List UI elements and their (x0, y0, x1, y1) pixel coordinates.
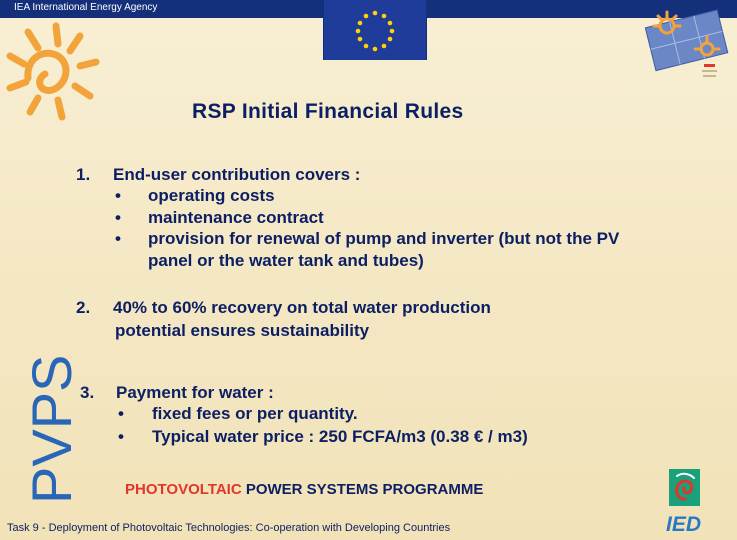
pvps-logo-graphic (642, 4, 732, 80)
item-1-number: 1. (76, 165, 91, 184)
pvps-logo-icon (642, 4, 732, 80)
item-1-text: End-user contribution covers : (113, 165, 361, 184)
eu-flag-icon (323, 0, 427, 60)
bullet-dot: • (118, 427, 124, 446)
pvps-text: PVPS (20, 354, 83, 504)
footer-task: Task 9 - Deployment of Photovoltaic Technologies: Co-operation with Developing Countries (7, 522, 451, 534)
sun-graphic (0, 18, 112, 128)
item-3-bullet-1: fixed fees or per quantity. (152, 404, 358, 423)
item-3-number: 3. (80, 383, 95, 402)
item-1-bullet-3: provision for renewal of pump and inverter (but not the PV (148, 229, 620, 248)
pvps-side-graphic (18, 302, 83, 507)
item-2-text: 40% to 60% recovery on total water production (113, 298, 491, 317)
sun-icon (0, 18, 112, 128)
program-title (125, 481, 483, 498)
bullet-dot: • (115, 229, 121, 248)
item-1-bullet-4: panel or the water tank and tubes) (148, 251, 424, 270)
item-1-bullet-1: operating costs (148, 186, 275, 205)
ied-logo-icon (669, 469, 700, 506)
bullet-dot: • (115, 186, 121, 205)
item-1-bullet-2: maintenance contract (148, 208, 324, 227)
slide-title: RSP Initial Financial Rules (192, 100, 464, 123)
eu-flag-graphic (324, 0, 426, 60)
ied-logo-graphic (669, 469, 700, 506)
program-rest: POWER SYSTEMS PROGRAMME (241, 481, 484, 498)
item-3-bullet-2: Typical water price : 250 FCFA/m3 (0.38 € / m3) (152, 427, 528, 446)
item-3-text: Payment for water : (116, 383, 274, 402)
organization-label: IEA International Energy Agency (14, 2, 158, 13)
item-2-continuation: potential ensures sustainability (115, 321, 370, 340)
pvps-side-label (18, 302, 83, 507)
item-2-number: 2. (76, 298, 91, 317)
bullet-dot: • (115, 208, 121, 227)
photovoltaic-word: PHOTOVOLTAIC (125, 481, 242, 498)
ied-label: IED (666, 513, 702, 536)
bullet-dot: • (118, 404, 124, 423)
